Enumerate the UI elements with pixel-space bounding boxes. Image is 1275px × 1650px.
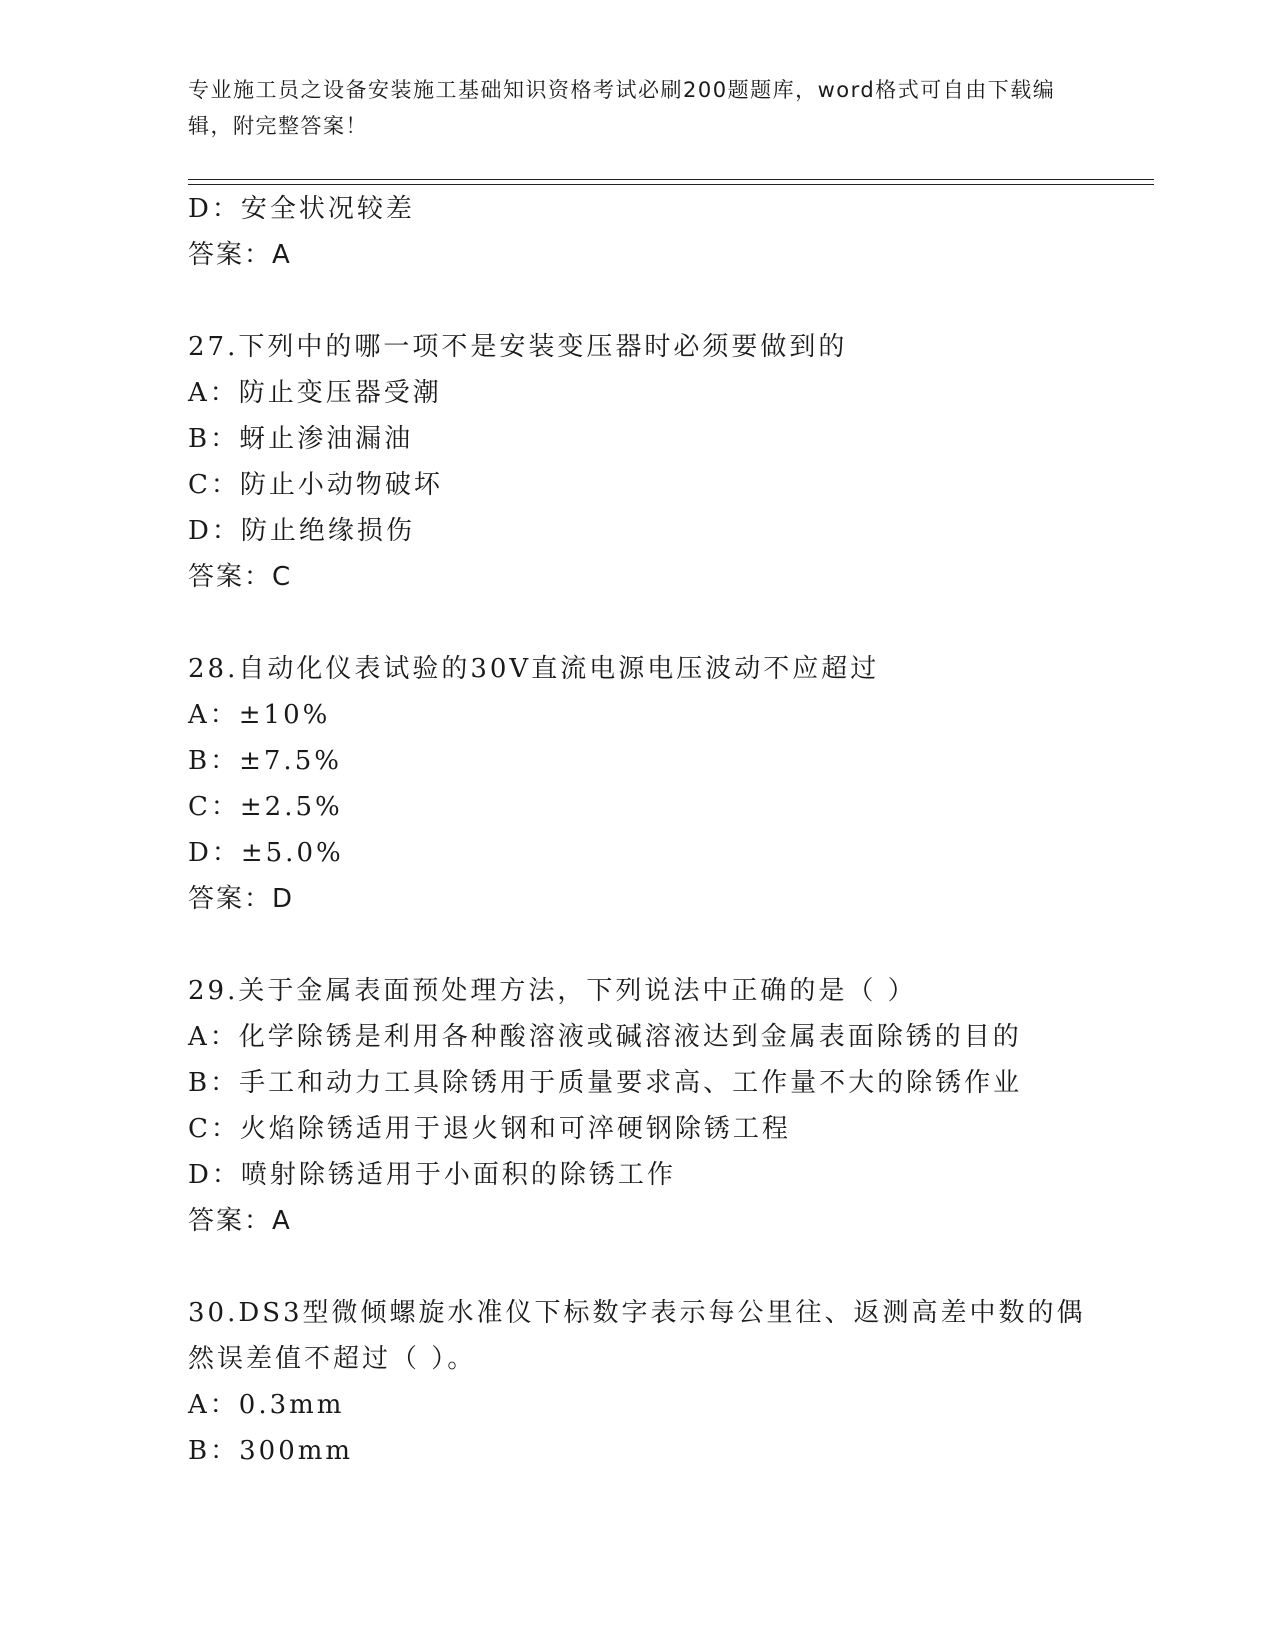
question-list [188,186,1088,1474]
option-line: C：火焰除锈适用于退火钢和可淬硬钢除锈工程 [188,1114,791,1144]
spacer [188,278,1088,324]
option-line: A：±10% [188,700,331,730]
answer-line: 答案：A [188,1206,292,1236]
question-title: 29.关于金属表面预处理方法，下列说法中正确的是（ ） [188,976,917,1006]
option-line: C：±2.5% [188,792,343,822]
option-line: B：蚜止渗油漏油 [188,424,414,454]
header-text: 专业施工员之设备安装施工基础知识资格考试必刷200题题库，word格式可自由下载编辑，附完整答案！ [188,78,1056,138]
header-rule-bottom [188,184,1154,185]
answer-line: 答案：D [188,884,295,914]
option-line: C：防止小动物破坏 [188,470,443,500]
option-line: A：0.3mm [188,1390,345,1420]
question-title: 30.DS3型微倾螺旋水准仪下标数字表示每公里往、返测高差中数的偶然误差值不超过（ ）。 [188,1298,1086,1374]
spacer [188,600,1088,646]
header-rule-top [188,179,1154,180]
question-title: 28.自动化仪表试验的30V直流电源电压波动不应超过 [188,654,880,684]
document-header [188,72,1088,144]
question-title: 27.下列中的哪一项不是安装变压器时必须要做到的 [188,332,848,362]
option-line: D：防止绝缘损伤 [188,516,415,546]
option-line: D：±5.0% [188,838,344,868]
option-line: D：安全状况较差 [188,194,415,224]
option-line: B：300mm [188,1436,354,1466]
answer-line: 答案：A [188,240,292,270]
option-line: A：防止变压器受潮 [188,378,442,408]
option-line: A：化学除锈是利用各种酸溶液或碱溶液达到金属表面除锈的目的 [188,1022,1022,1052]
option-line: B：手工和动力工具除锈用于质量要求高、工作量不大的除锈作业 [188,1068,1023,1098]
option-line: D：喷射除锈适用于小面积的除锈工作 [188,1160,676,1190]
option-line: B：±7.5% [188,746,342,776]
spacer [188,922,1088,968]
spacer [188,1244,1088,1290]
answer-line: 答案：C [188,562,293,592]
